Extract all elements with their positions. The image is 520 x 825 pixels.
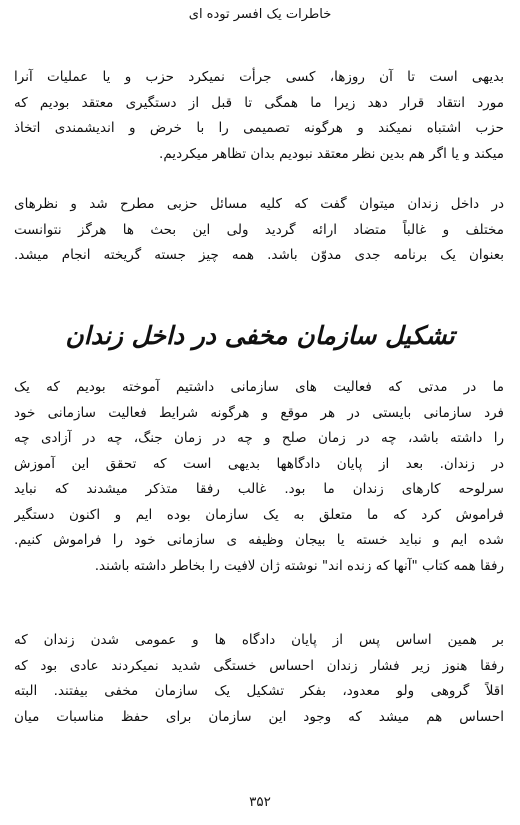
running-header: خاطرات یک افسر توده ای bbox=[188, 7, 332, 22]
paragraph-line: بدیهی است تا آن روزها، کسی جرأت نمیکرد حزب و یا عملیات آنرا bbox=[14, 69, 504, 85]
paragraph-line: میکند و یا اگر هم بدین نظر معتقد نبودیم بدان تظاهر میکردیم. bbox=[159, 145, 504, 162]
section-heading: تشکیل سازمان مخفی در داخل زندان bbox=[65, 321, 455, 350]
page-number: ۳۵۲ bbox=[249, 794, 271, 810]
paragraph-line: احساس هم میشد که وجود این سازمان برای حفظ مناسبات میان bbox=[14, 708, 504, 725]
paragraph-line: رفقا هنوز زیر فشار زندان احساس خستگی شدید نمیکردند عادی بود که bbox=[14, 657, 504, 674]
paragraph-line: فراموش کرد که ما متعلق به یک سازمان بوده ایم و اکنون دستگیر bbox=[14, 506, 504, 523]
paragraph-3 bbox=[14, 375, 504, 579]
paragraph-line: مورد انتقاد قرار دهد زیرا ما همگی تا قبل از دستگیری معتقد بودیم که bbox=[14, 94, 504, 111]
paragraph-line: سرلوحه کارهای زندان ما بود. غالب رفقا متذکر میشدند که نباید bbox=[14, 481, 504, 497]
paragraph-line: مختلف و غالباً متضاد ارائه گردید ولی این بحث ها هرگز نتوانست bbox=[14, 221, 504, 238]
paragraph-line: حزب اشتباه نمیکند و هرگونه تصمیمی را با خرض و اندیشمندی اتخاذ bbox=[14, 120, 504, 136]
paragraph-line: در زندان. بعد از پایان دادگاهها بدیهی است که تحقق این آموزش bbox=[14, 455, 504, 472]
paragraph-line: بعنوان یک برنامه جدی مدوّن باشد. همه چیز جسته گریخته انجام میشد. bbox=[14, 247, 504, 263]
paragraph-line: در داخل زندان میتوان گفت که کلیه مسائل حزبی مطرح شد و نظرهای bbox=[14, 196, 504, 212]
paragraph-line: شده ایم و نباید خسته یا بیجان وظیفه ی سازمانی خود را فراموش کنیم. bbox=[14, 532, 504, 548]
paragraph-1 bbox=[14, 65, 504, 167]
paragraph-line: فرد سازمانی بایستی در هر موقع و هرگونه شرایط فعالیت سازمانی خود bbox=[14, 404, 504, 421]
paragraph-line: اقلاً گروهی ولو معدود، بفکر تشکیل یک سازمان مخفی بیفتند. البته bbox=[14, 683, 504, 699]
paragraph-line: بر همین اساس پس از پایان دادگاه ها و عمومی شدن زندان که bbox=[14, 632, 504, 648]
paragraph-2 bbox=[14, 192, 504, 269]
paragraph-4 bbox=[14, 628, 504, 730]
paragraph-line: را داشته باشد، چه در زمان صلح و چه در زمان جنگ، چه در آزادی چه bbox=[14, 430, 504, 446]
paragraph-line: ما در مدتی که فعالیت های سازمانی داشتیم آموخته بودیم که یک bbox=[14, 379, 504, 395]
paragraph-line: رفقا همه کتاب "آنها که زنده اند" نوشته ژان لافیت را بخاطر داشته باشند. bbox=[94, 557, 504, 574]
